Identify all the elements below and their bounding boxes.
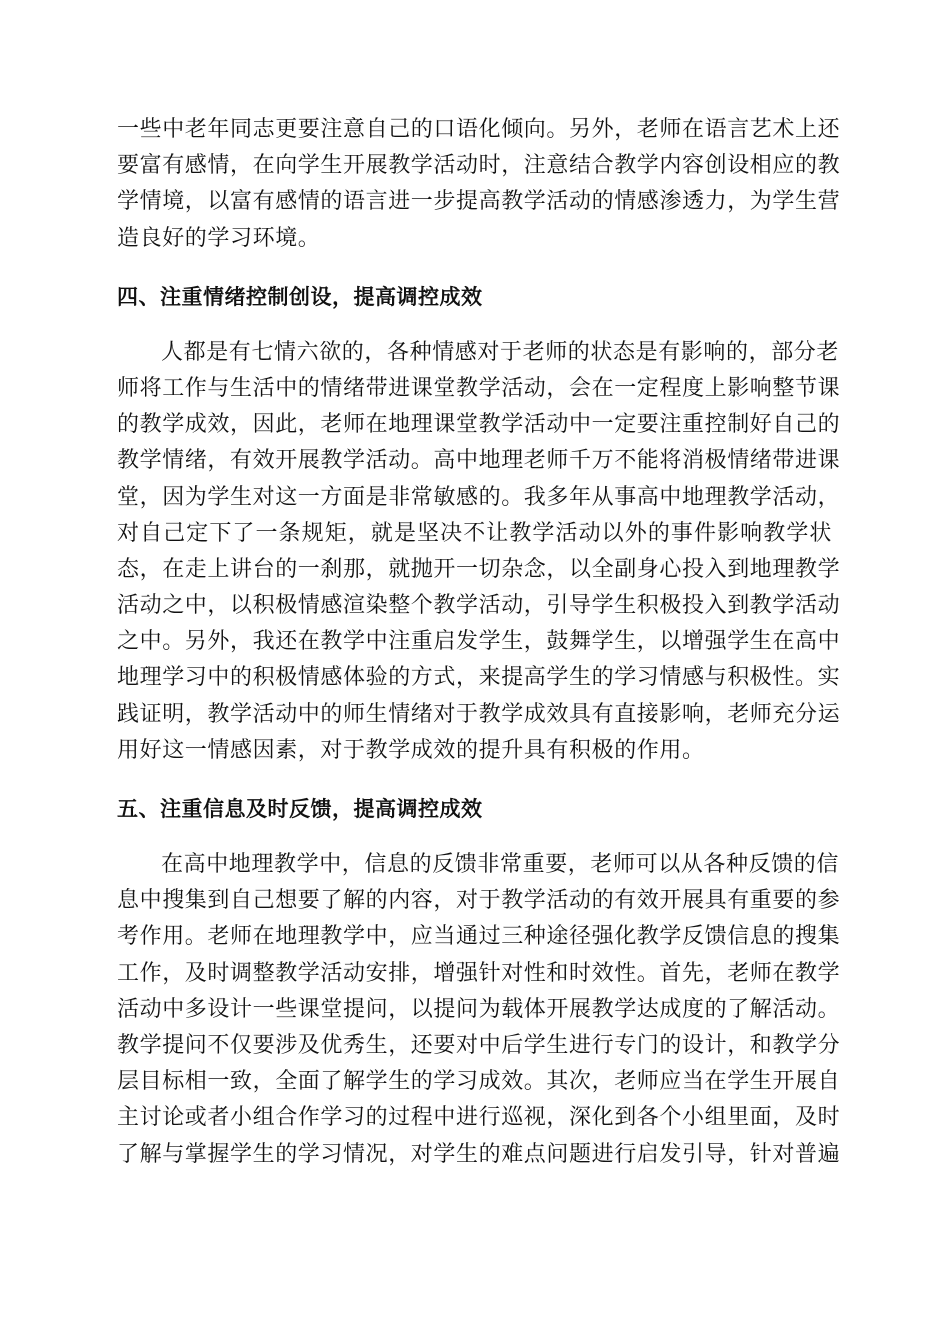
- text-line: 要富有感情，在向学生开展教学活动时，注意结合教学内容创设相应的教: [117, 153, 841, 179]
- text-line: 主讨论或者小组合作学习的过程中进行巡视，深化到各个小组里面，及时: [117, 1105, 841, 1131]
- text-line: 考作用。老师在地理教学中，应当通过三种途径强化教学反馈信息的搜集: [117, 924, 841, 950]
- text-line: 教学提问不仅要涉及优秀生，还要对中后学生进行专门的设计，和教学分: [117, 1032, 841, 1058]
- text-line: 活动中多设计一些课堂提问，以提问为载体开展教学达成度的了解活动。: [117, 996, 841, 1022]
- text-line: 对自己定下了一条规矩，就是坚决不让教学活动以外的事件影响教学状: [117, 520, 832, 546]
- text-line: 践证明，教学活动中的师生情绪对于教学成效具有直接影响，老师充分运: [117, 701, 841, 727]
- text-line: 态，在走上讲台的一刹那，就抛开一切杂念，以全副身心投入到地理教学: [117, 556, 841, 582]
- section-4-heading: 四、注重情绪控制创设，提高调控成效: [117, 284, 483, 309]
- paragraph-section-5: [117, 847, 841, 1173]
- section-5-heading: 五、注重信息及时反馈，提高调控成效: [117, 797, 483, 821]
- text-line: 学情境，以富有感情的语言进一步提高教学活动的情感渗透力，为学生营: [117, 189, 841, 215]
- text-line: 工作，及时调整教学活动安排，增强针对性和时效性。首先，老师在教学: [117, 960, 841, 986]
- text-line: 息中搜集到自己想要了解的内容，对于教学活动的有效开展具有重要的参: [117, 888, 841, 914]
- text-line: 造良好的学习环境。: [117, 225, 321, 251]
- text-line: 人都是有七情六欲的，各种情感对于老师的状态是有影响的，部分老: [161, 339, 840, 365]
- text-line: 堂，因为学生对这一方面是非常敏感的。我多年从事高中地理教学活动，: [117, 484, 841, 510]
- text-line: 教学情绪，有效开展教学活动。高中地理老师千万不能将消极情绪带进课: [117, 448, 841, 474]
- text-line: 之中。另外，我还在教学中注重启发学生，鼓舞学生，以增强学生在高中: [117, 629, 841, 655]
- text-line: 的教学成效，因此，老师在地理课堂教学活动中一定要注重控制好自己的: [117, 412, 841, 438]
- paragraph-intro: [117, 112, 841, 257]
- text-line: 地理学习中的积极情感体验的方式，来提高学生的学习情感与积极性。实: [117, 665, 841, 691]
- text-line: 了解与掌握学生的学习情况，对学生的难点问题进行启发引导，针对普遍: [117, 1141, 841, 1167]
- text-line: 用好这一情感因素，对于教学成效的提升具有积极的作用。: [117, 737, 705, 763]
- text-line: 在高中地理教学中，信息的反馈非常重要，老师可以从各种反馈的信: [161, 852, 840, 877]
- text-line: 活动之中，以积极情感渲染整个教学活动，引导学生积极投入到教学活动: [117, 593, 841, 619]
- text-line: 一些中老年同志更要注意自己的口语化倾向。另外，老师在语言艺术上还: [117, 117, 841, 142]
- document-page: [117, 112, 841, 1173]
- text-line: 层目标相一致，全面了解学生的学习成效。其次，老师应当在学生开展自: [117, 1069, 841, 1095]
- paragraph-section-4: [117, 335, 841, 769]
- text-line: 师将工作与生活中的情绪带进课堂教学活动，会在一定程度上影响整节课: [117, 375, 841, 401]
